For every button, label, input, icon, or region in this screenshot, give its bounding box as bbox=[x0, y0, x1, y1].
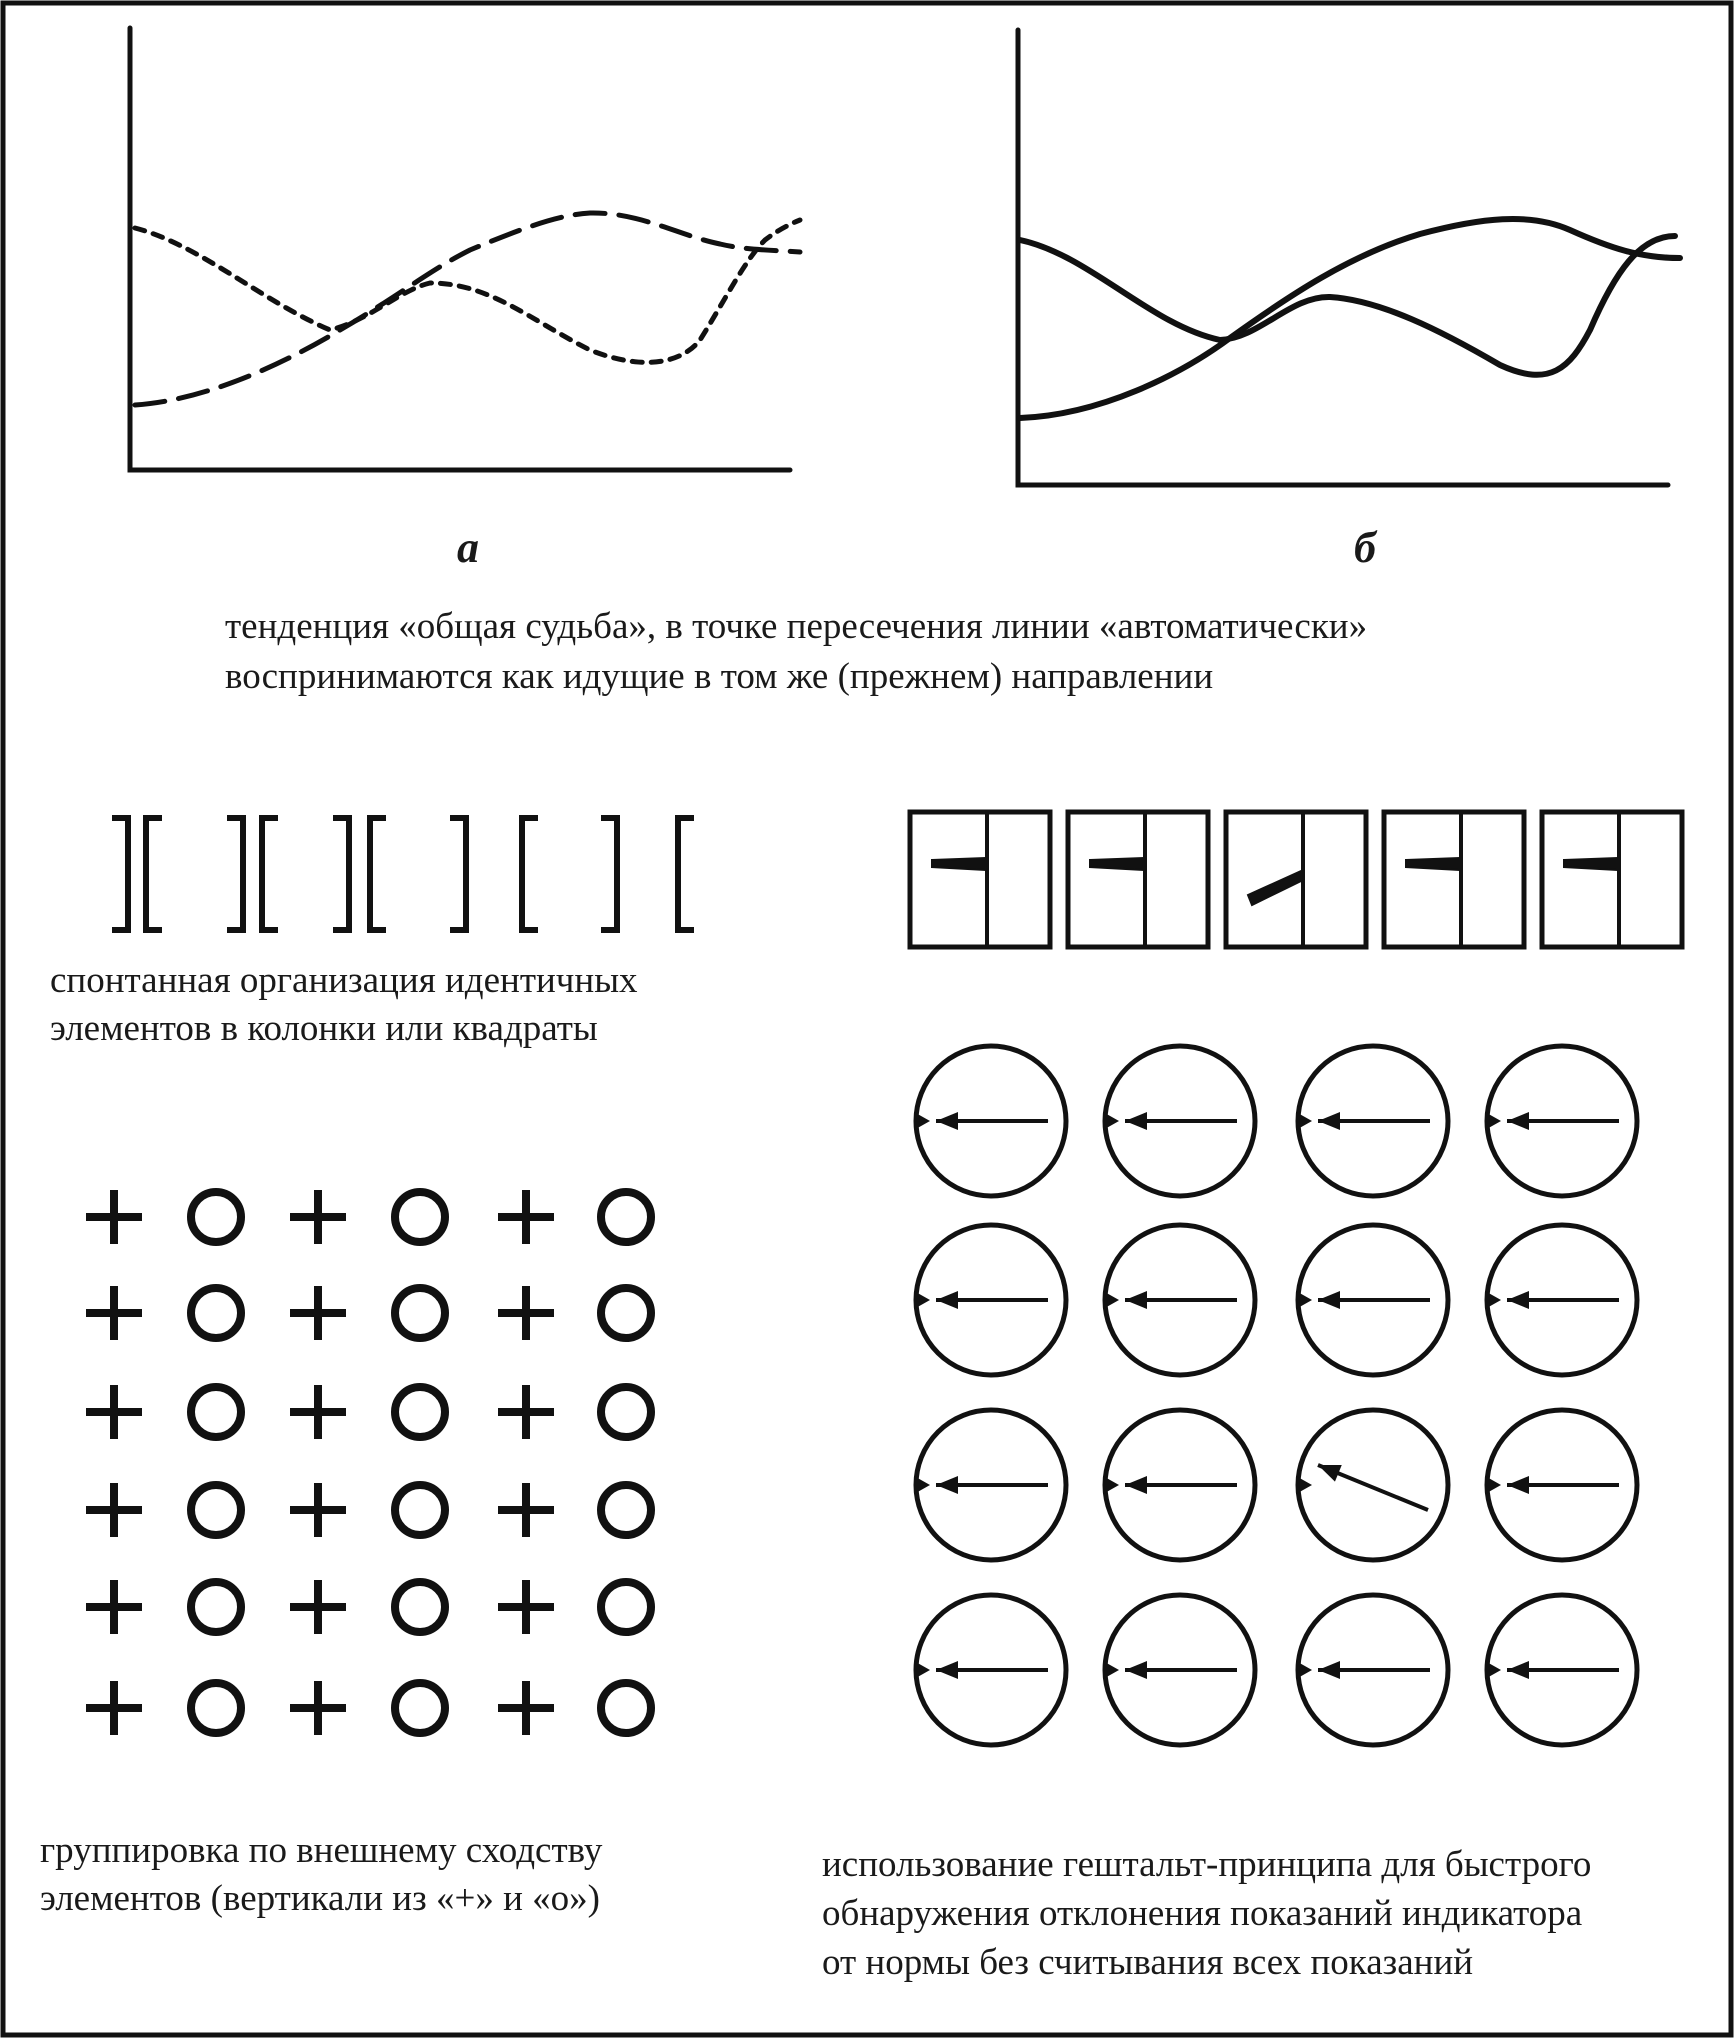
dial-tick bbox=[1485, 1476, 1501, 1494]
circle-symbol bbox=[601, 1387, 651, 1437]
panel-b-axis bbox=[1018, 30, 1668, 485]
circle-symbol bbox=[601, 1288, 651, 1338]
plus-symbol bbox=[290, 1190, 346, 1244]
dial-needle-arrowhead bbox=[1507, 1476, 1529, 1494]
bar-indicator bbox=[910, 812, 1050, 947]
panel-a-chart bbox=[130, 28, 800, 470]
dial-needle-arrowhead bbox=[1507, 1291, 1529, 1309]
dial-needle-arrowhead bbox=[1125, 1661, 1147, 1679]
dial-tick bbox=[1103, 1476, 1119, 1494]
plus-symbol bbox=[86, 1385, 142, 1439]
plus-symbol bbox=[86, 1190, 142, 1244]
panel-a-curve-rising bbox=[135, 213, 800, 405]
dial-indicator bbox=[1103, 1046, 1255, 1196]
dial-indicator bbox=[914, 1595, 1066, 1745]
dial-needle-arrowhead bbox=[936, 1661, 958, 1679]
brackets-caption-line2: элементов в колонки или квадраты bbox=[50, 1008, 598, 1049]
plus-symbol bbox=[290, 1580, 346, 1634]
bar-indicator-pointer bbox=[1564, 858, 1617, 870]
dial-needle-arrowhead bbox=[936, 1112, 958, 1130]
bar-indicator bbox=[1068, 812, 1208, 947]
dial-tick bbox=[914, 1112, 930, 1130]
circle-symbol bbox=[395, 1288, 445, 1338]
plus-symbol bbox=[290, 1385, 346, 1439]
closing-bracket bbox=[601, 818, 617, 930]
bar-indicator-frame bbox=[1542, 812, 1682, 947]
dial-needle-arrowhead bbox=[1318, 1465, 1342, 1482]
closing-bracket bbox=[227, 818, 243, 930]
dial-indicator bbox=[1103, 1225, 1255, 1375]
circle-symbol bbox=[191, 1387, 241, 1437]
bar-indicator bbox=[1384, 812, 1524, 947]
circle-symbol bbox=[395, 1582, 445, 1632]
common-fate-caption-line2: воспринимаются как идущие в том же (прежнем) направлении bbox=[225, 656, 1214, 697]
plus-circle-grid bbox=[86, 1190, 651, 1735]
dial-tick bbox=[1485, 1291, 1501, 1309]
opening-bracket bbox=[522, 818, 538, 930]
plus-symbol bbox=[86, 1483, 142, 1537]
grid-caption-line1: группировка по внешнему сходству bbox=[40, 1830, 603, 1871]
dial-tick bbox=[1296, 1476, 1312, 1494]
bar-indicator bbox=[1226, 812, 1366, 947]
bar-indicator-pointer bbox=[1090, 858, 1143, 870]
bar-indicator-frame bbox=[1068, 812, 1208, 947]
dial-needle-arrowhead bbox=[1125, 1291, 1147, 1309]
dial-indicator bbox=[1485, 1595, 1637, 1745]
dial-tick bbox=[1296, 1291, 1312, 1309]
panel-a-curve-falling bbox=[135, 220, 800, 362]
dial-indicator bbox=[1485, 1046, 1637, 1196]
plus-symbol bbox=[290, 1483, 346, 1537]
dial-tick bbox=[1103, 1291, 1119, 1309]
dial-indicator-grid bbox=[914, 1046, 1637, 1745]
opening-bracket bbox=[146, 818, 162, 930]
panel-b-chart bbox=[1018, 30, 1680, 485]
dial-indicator bbox=[1485, 1225, 1637, 1375]
dial-tick bbox=[1103, 1661, 1119, 1679]
plus-symbol bbox=[498, 1385, 554, 1439]
panel-b-label: б bbox=[1354, 523, 1376, 572]
circle-symbol bbox=[601, 1192, 651, 1242]
dial-indicator bbox=[1103, 1595, 1255, 1745]
bar-indicator bbox=[1542, 812, 1682, 947]
bar-indicator-frame bbox=[910, 812, 1050, 947]
brackets-caption-line1: спонтанная организация идентичных bbox=[50, 960, 638, 1001]
dial-indicator bbox=[1103, 1410, 1255, 1560]
dial-indicator bbox=[1296, 1046, 1448, 1196]
panel-b-curve-rising bbox=[1020, 219, 1680, 418]
dial-indicator bbox=[914, 1046, 1066, 1196]
circle-symbol bbox=[395, 1683, 445, 1733]
dial-needle-arrowhead bbox=[1318, 1661, 1340, 1679]
dial-indicator bbox=[914, 1225, 1066, 1375]
indicators-caption-line3: от нормы без считывания всех показаний bbox=[822, 1942, 1474, 1983]
dial-indicator bbox=[1296, 1225, 1448, 1375]
dial-needle-arrowhead bbox=[1125, 1476, 1147, 1494]
common-fate-caption-line1: тенденция «общая судьба», в точке пересечения линии «автоматически» bbox=[225, 606, 1368, 647]
dial-tick bbox=[914, 1661, 930, 1679]
closing-bracket bbox=[112, 818, 128, 930]
dial-tick bbox=[1485, 1112, 1501, 1130]
dial-face bbox=[1298, 1410, 1448, 1560]
circle-symbol bbox=[191, 1582, 241, 1632]
plus-symbol bbox=[290, 1681, 346, 1735]
dial-needle-arrowhead bbox=[1318, 1291, 1340, 1309]
plus-symbol bbox=[498, 1286, 554, 1340]
dial-tick bbox=[1296, 1112, 1312, 1130]
opening-bracket bbox=[678, 818, 694, 930]
bracket-sequence bbox=[112, 818, 694, 930]
indicators-caption-line1: использование гештальт-принципа для быстрого bbox=[822, 1844, 1592, 1885]
plus-symbol bbox=[498, 1190, 554, 1244]
dial-needle-arrowhead bbox=[1318, 1112, 1340, 1130]
circle-symbol bbox=[191, 1288, 241, 1338]
plus-symbol bbox=[498, 1483, 554, 1537]
circle-symbol bbox=[191, 1485, 241, 1535]
circle-symbol bbox=[395, 1387, 445, 1437]
dial-needle-arrowhead bbox=[1125, 1112, 1147, 1130]
dial-indicator bbox=[1485, 1410, 1637, 1560]
dial-indicator bbox=[914, 1410, 1066, 1560]
plus-symbol bbox=[290, 1286, 346, 1340]
bar-indicator-frame bbox=[1384, 812, 1524, 947]
indicators-caption-line2: обнаружения отклонения показаний индикатора bbox=[822, 1893, 1583, 1934]
plus-symbol bbox=[498, 1580, 554, 1634]
plus-symbol bbox=[86, 1580, 142, 1634]
dial-tick bbox=[1485, 1661, 1501, 1679]
bar-indicator-row bbox=[910, 812, 1682, 947]
plus-symbol bbox=[86, 1681, 142, 1735]
bar-indicator-pointer bbox=[1248, 871, 1301, 905]
panel-b-curve-falling bbox=[1020, 236, 1675, 375]
dial-tick bbox=[1296, 1661, 1312, 1679]
bar-indicator-pointer bbox=[1406, 858, 1459, 870]
circle-symbol bbox=[191, 1192, 241, 1242]
circle-symbol bbox=[601, 1582, 651, 1632]
dial-needle-arrowhead bbox=[1507, 1112, 1529, 1130]
panel-a-label: а bbox=[457, 523, 479, 572]
dial-indicator bbox=[1296, 1595, 1448, 1745]
dial-indicator bbox=[1296, 1410, 1448, 1560]
dial-tick bbox=[1103, 1112, 1119, 1130]
dial-needle-arrowhead bbox=[936, 1476, 958, 1494]
opening-bracket bbox=[370, 818, 386, 930]
dial-needle-arrowhead bbox=[1507, 1661, 1529, 1679]
dial-tick bbox=[914, 1476, 930, 1494]
grid-caption-line2: элементов (вертикали из «+» и «о») bbox=[40, 1878, 600, 1919]
circle-symbol bbox=[395, 1192, 445, 1242]
closing-bracket bbox=[333, 818, 349, 930]
closing-bracket bbox=[450, 818, 466, 930]
dial-tick bbox=[914, 1291, 930, 1309]
bar-indicator-pointer bbox=[932, 858, 985, 870]
panel-a-axis bbox=[130, 28, 790, 470]
plus-symbol bbox=[86, 1286, 142, 1340]
circle-symbol bbox=[395, 1485, 445, 1535]
plus-symbol bbox=[498, 1681, 554, 1735]
circle-symbol bbox=[601, 1683, 651, 1733]
circle-symbol bbox=[191, 1683, 241, 1733]
circle-symbol bbox=[601, 1485, 651, 1535]
dial-needle-arrowhead bbox=[936, 1291, 958, 1309]
opening-bracket bbox=[262, 818, 278, 930]
